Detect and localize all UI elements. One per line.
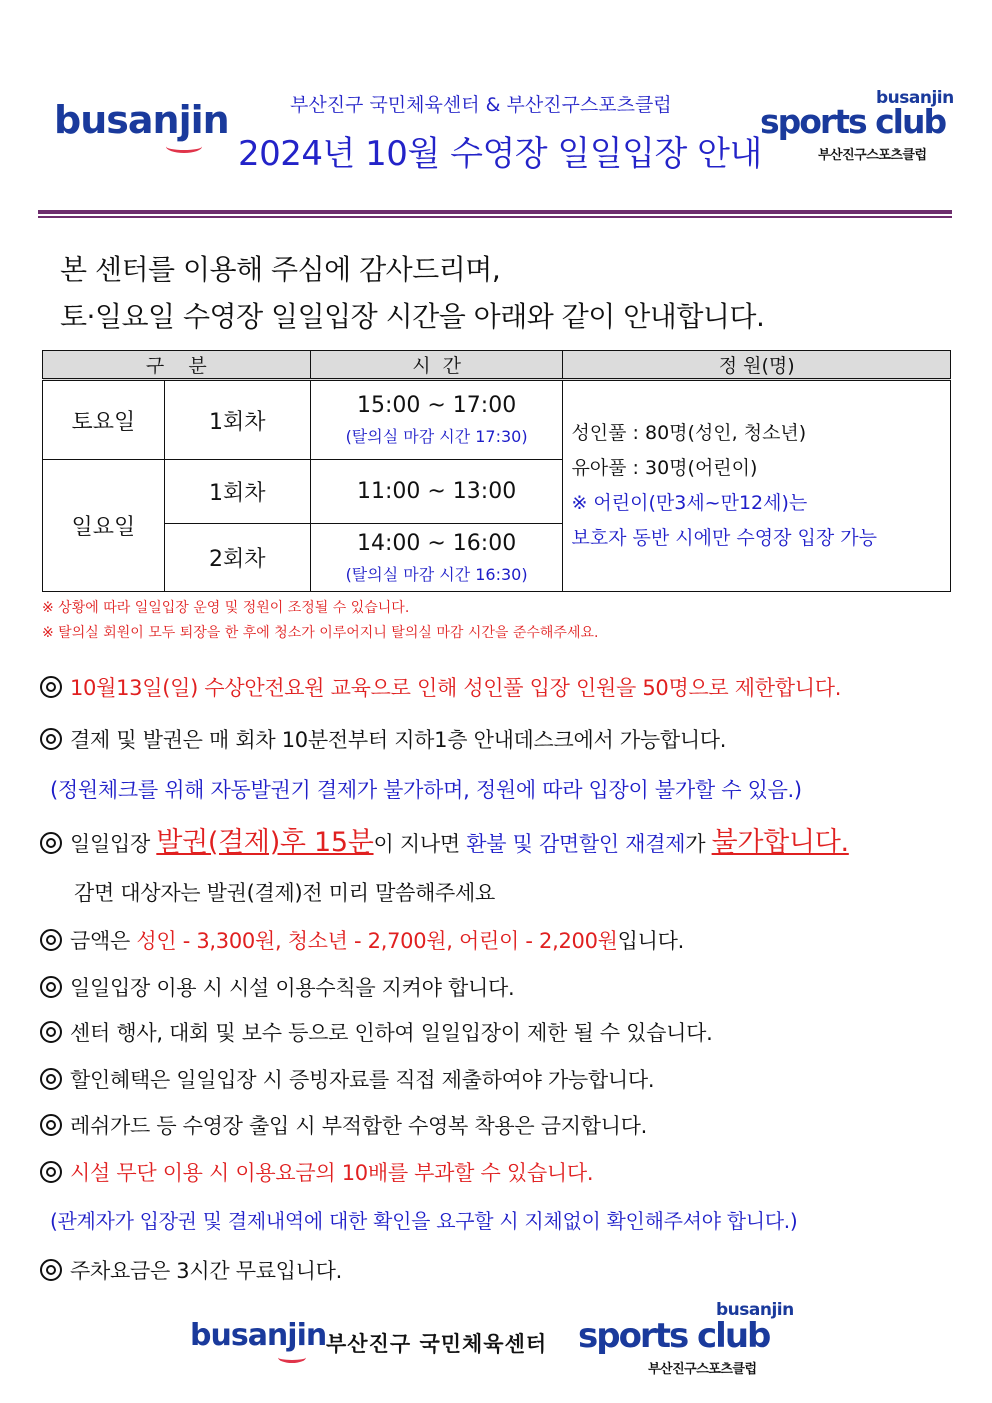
busanjin-logo-footer bbox=[190, 1318, 326, 1353]
notice-10-text: 주차요금은 3시간 무료입니다. bbox=[70, 1259, 343, 1283]
sunday-time-1: 11:00 ~ 13:00 bbox=[356, 479, 517, 504]
double-circle-icon bbox=[40, 976, 62, 998]
saturday-time: 15:00 ~ 17:00 bbox=[356, 393, 517, 418]
notice-1 bbox=[40, 672, 841, 702]
notice-3-deadline: 발권(결제)후 15분 bbox=[156, 827, 374, 858]
header-category: 구 분 bbox=[43, 351, 311, 380]
notice-4-c: 입니다. bbox=[617, 929, 684, 953]
sports-club-logo-right bbox=[760, 88, 960, 168]
notice-5 bbox=[40, 972, 514, 1002]
busanjin-logo-text: busanjin bbox=[54, 98, 229, 142]
notice-9-text: 시설 무단 이용 시 이용요금의 10배를 부과할 수 있습니다. bbox=[70, 1161, 594, 1185]
saturday-locker-note: (탈의실 마감 시간 17:30) bbox=[345, 427, 528, 446]
capacity-cell bbox=[563, 380, 951, 592]
sunday-time-2: 14:00 ~ 16:00 bbox=[356, 530, 517, 556]
notice-3 bbox=[40, 820, 849, 859]
saturday-round: 1회차 bbox=[164, 380, 310, 460]
schedule-table bbox=[42, 350, 951, 592]
table-row-saturday bbox=[43, 380, 951, 460]
double-circle-icon bbox=[40, 929, 62, 951]
table-header-row bbox=[43, 351, 951, 380]
notice-8-text: 레쉬가드 등 수영장 출입 시 부적합한 수영복 착용은 금지합니다. bbox=[70, 1114, 648, 1138]
notice-3-e: 가 bbox=[685, 832, 712, 856]
notice-4 bbox=[40, 925, 684, 955]
double-circle-icon bbox=[40, 1068, 62, 1090]
notice-1-text: 10월13일(일) 수상안전요원 교육으로 인해 성인풀 입장 인원을 50명으로 제한합니다. bbox=[70, 676, 842, 700]
notice-3-sub: 감면 대상자는 발권(결제)전 미리 말씀해주세요 bbox=[74, 881, 496, 905]
notice-3-refund: 환불 및 감면할인 재결제 bbox=[466, 832, 686, 856]
header-subtitle: 부산진구 국민체육센터 & 부산진구스포츠클럽 bbox=[290, 94, 672, 116]
notice-7 bbox=[40, 1064, 654, 1094]
sunday-time-2-cell bbox=[310, 524, 563, 592]
capacity-child-note: ※ 어린이(만3세~만12세)는 bbox=[571, 492, 808, 514]
notice-2-sub: (정원체크를 위해 자동발권기 결제가 불가하며, 정원에 따라 입장이 불가할 수 있음.) bbox=[50, 778, 802, 802]
notice-3-c: 이 지나면 bbox=[373, 832, 467, 856]
table-note-1: ※ 상황에 따라 일일입장 운영 및 정원이 조정될 수 있습니다. bbox=[42, 600, 410, 616]
sunday-time-1-cell bbox=[310, 460, 563, 524]
notice-2 bbox=[40, 724, 726, 754]
notice-5-text: 일일입장 이용 시 시설 이용수칙을 지켜야 합니다. bbox=[70, 976, 515, 1000]
intro-line-1: 본 센터를 이용해 주심에 감사드리며, bbox=[60, 253, 501, 286]
double-circle-icon bbox=[40, 832, 62, 854]
notice-7-text: 할인혜택은 일일입장 시 증빙자료를 직접 제출하여야 가능합니다. bbox=[70, 1068, 655, 1092]
header-divider-thin bbox=[38, 216, 952, 218]
double-circle-icon bbox=[40, 676, 62, 698]
double-circle-icon bbox=[40, 1114, 62, 1136]
sunday-round-1: 1회차 bbox=[164, 460, 310, 524]
smile-icon bbox=[166, 140, 202, 153]
sports-club-logo-footer bbox=[578, 1300, 794, 1380]
notice-2-text: 결제 및 발권은 매 회차 10분전부터 지하1층 안내데스크에서 가능합니다. bbox=[70, 728, 727, 752]
notice-6 bbox=[40, 1017, 713, 1047]
sports-club-footer-sub: 부산진구스포츠클럽 bbox=[648, 1362, 757, 1377]
capacity-adult: 성인풀 : 80명(성인, 청소년) bbox=[571, 422, 807, 444]
notice-3-impossible: 불가합니다. bbox=[711, 827, 849, 858]
table-note-2: ※ 탈의실 회원이 모두 퇴장을 한 후에 청소가 이루어지니 탈의실 마감 시간을 준수해주세요. bbox=[42, 625, 599, 641]
notice-10 bbox=[40, 1255, 342, 1285]
notice-9 bbox=[40, 1157, 593, 1187]
sports-club-logo-top: busanjin bbox=[876, 88, 954, 108]
notice-6-text: 센터 행사, 대회 및 보수 등으로 인하여 일일입장이 제한 될 수 있습니다. bbox=[70, 1021, 713, 1045]
busanjin-logo-left bbox=[54, 98, 229, 142]
busanjin-footer-logo-text: busanjin bbox=[190, 1318, 327, 1353]
notice-4-prices: 성인 - 3,300원, 청소년 - 2,700원, 어린이 - 2,200원 bbox=[136, 929, 618, 953]
sunday-round-2: 2회차 bbox=[164, 524, 310, 592]
sunday-locker-note: (탈의실 마감 시간 16:30) bbox=[345, 564, 528, 584]
header-divider bbox=[38, 210, 952, 214]
notice-9-sub: (관계자가 입장권 및 결제내역에 대한 확인을 요구할 시 지체없이 확인해주셔야 합니다.) bbox=[50, 1209, 798, 1233]
capacity-kids: 유아풀 : 30명(어린이) bbox=[571, 457, 758, 479]
saturday-time-cell bbox=[310, 380, 563, 460]
intro-line-2: 토·일요일 수영장 일일입장 시간을 아래와 같이 안내합니다. bbox=[60, 300, 765, 333]
double-circle-icon bbox=[40, 1259, 62, 1281]
footer-center-name: 부산진구 국민체육센터 bbox=[326, 1332, 548, 1356]
saturday-label: 토요일 bbox=[43, 380, 165, 460]
notice-3-a: 일일입장 bbox=[70, 832, 157, 856]
smile-icon bbox=[278, 1352, 306, 1363]
sports-club-footer-main: sports club bbox=[578, 1316, 770, 1356]
header-time: 시 간 bbox=[310, 351, 563, 380]
sunday-label: 일요일 bbox=[43, 460, 165, 592]
header-capacity: 정 원(명) bbox=[563, 351, 951, 380]
notice-8 bbox=[40, 1110, 647, 1140]
sports-club-footer-top: busanjin bbox=[716, 1300, 794, 1320]
double-circle-icon bbox=[40, 1161, 62, 1183]
double-circle-icon bbox=[40, 1021, 62, 1043]
capacity-guardian-note: 보호자 동반 시에만 수영장 입장 가능 bbox=[571, 527, 877, 549]
double-circle-icon bbox=[40, 728, 62, 750]
sports-club-logo-main: sports club bbox=[760, 102, 946, 141]
notice-4-a: 금액은 bbox=[70, 929, 137, 953]
sports-club-logo-sub: 부산진구스포츠클럽 bbox=[818, 148, 927, 163]
page-title: 2024년 10월 수영장 일일입장 안내 bbox=[238, 134, 762, 174]
